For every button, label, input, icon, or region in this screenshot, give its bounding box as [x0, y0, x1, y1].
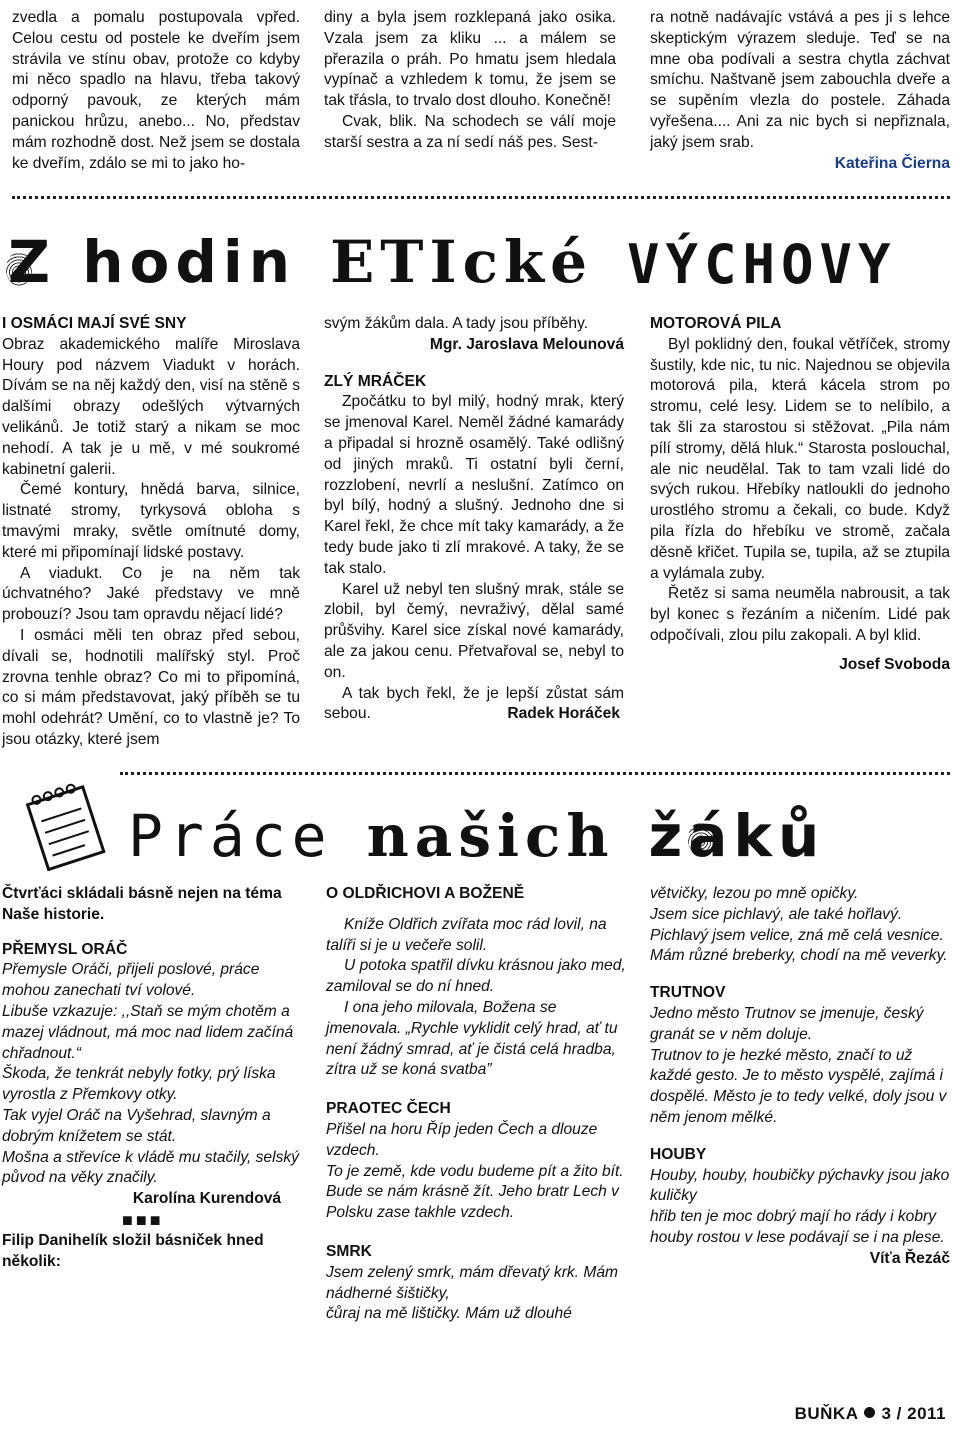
poem-verse: čůraj na mě lištičky. Mám už dlouhé	[326, 1305, 572, 1323]
magazine-name: BUŇKA	[794, 1404, 859, 1423]
section2-col-3	[650, 884, 950, 1270]
banner-word: ETIcké	[330, 228, 593, 296]
article-title: ZLÝ MRÁČEK	[324, 372, 427, 390]
section2-col-1	[2, 884, 302, 1272]
section2-col-2	[326, 884, 626, 1325]
story-text: ra notně nadávajíc vstává a pes ji s lehce skeptickým výrazem sleduje. Teď se na mne oba podívali a sestra chytla záchvat smíchu. Naštvaně jsem zabouchla dveře a se supěním vlezla do postele. Záhada vyřešena.... Ani za nic bych si nepřiznala, jaký jsem srab.	[650, 9, 950, 151]
article-text: Karel už nebyl ten slušný mrak, stále se zlobil, byl čemý, nevraživý, dělal samé průšvihy. Karel sice získal nové kamarády, ale za jakou cenu. Přetvařoval se, nebyl to on.	[324, 580, 624, 681]
section1-col-2	[324, 314, 624, 725]
poem-signature: Víťa Řezáč	[869, 1249, 950, 1267]
article-text: Čemé kontury, hnědá barva, silnice, listnaté stromy, tyrkysová obloha s tmavými mraky, světle omítnuté domy, které mi připomínají lidské postavy.	[2, 481, 300, 561]
article-text: Byl poklidný den, foukal větříček, stromy šustily, kde nic, tu nic. Najednou se objevila motorová pila, která kácela strom po stromu, celé lesy. Lidem se to nelíbilo, a tak šli za starostou si stěžovat. „Pila nám pílí stromy, dělá hluk.“ Starosta poslouchal, ale nic neudělal. Tak to tam vzali lidé do svých rukou. Hřebíky natloukli do jednoho urostlého stromu a čekali, co bude. Když pila řízla do hřebíku ve stromě, začala děsně křičet. Tupila se, tupila, až se ztupila a vylámala zuby.	[650, 335, 950, 582]
outro-text: Filip Danihelík složil básniček hned několik:	[2, 1231, 264, 1270]
banner-word: žáků	[648, 802, 826, 870]
article-title: I OSMÁCI MAJÍ SVÉ SNY	[2, 315, 187, 332]
poem-verse: Tak vyjel Oráč na Vyšehrad, slavným a dobrým knížetem se stát.	[2, 1106, 271, 1145]
article-signature: Mgr. Jaroslava Melounová	[429, 335, 624, 353]
poem-verse: hřib ten je moc dobrý mají ho rády i kobry	[650, 1208, 937, 1226]
article-text: I osmáci měli ten obraz před sebou, dívali se, hodnotili malířský styl. Proč zrovna tenhle obraz? Co mi to připomíná, co si mám představovat, jaký příběh se tu mohl odehrát? Umění, co to vlastně je? To jsou otázky, které jsem	[2, 626, 300, 748]
poem-verse: Mošna a střevíce k vládě mu stačily, selský původ na věky značily.	[2, 1148, 299, 1187]
story-col-2	[324, 8, 616, 154]
article-text: Obraz akademického malíře Miroslava Houry pod názvem Viadukt v horách. Dívám se na něj každý den, visí na stěně s dalšími obrazy odešlých výtvarných velikánů. Je totiž starý a nikam se moc nehodí. A tak je u mě, v mé soukromé kabinetní galerii.	[2, 335, 300, 478]
section1-col-1	[2, 314, 300, 751]
poem-verse: houby rostou v lese podávají se i na plese.	[650, 1228, 945, 1246]
divider-middle	[120, 772, 950, 775]
article-signature: Josef Svoboda	[839, 655, 950, 673]
poem-verse: Trutnov to je hezké město, značí to už každé gesto. Je to město vyspělé, zajímá i dospělé. Město je to tedy velké, doly jsou v něm jenom mělké.	[650, 1046, 947, 1126]
article-title: MOTOROVÁ PILA	[650, 315, 782, 332]
banner-word: VÝCHOVY	[626, 233, 897, 296]
poem-verse: I ona jeho milovala, Božena se jmenovala. „Rychle vyklidit celý hrad, ať tu není žádný smrad, ať je čistá celá hradba, zítra už se koná svatba”	[326, 998, 618, 1079]
poem-verse: Jsem zelený smrk, mám dřevatý krk. Mám nádherné šištičky,	[326, 1263, 618, 1302]
poem-title: SMRK	[326, 1242, 372, 1260]
poem-title: PRAOTEC ČECH	[326, 1100, 451, 1118]
poem-verse: Libuše vzkazuje: ,,Staň se mým chotěm a mazej vládnout, má moc nad lidem začíná chřadnout.“	[2, 1002, 294, 1062]
article-text: A tak bych řekl, že je lepší zůstat sám sebou. Radek Horáček	[324, 684, 624, 726]
article-text: Řetěz si sama neuměla nabrousit, a tak byl konec s řezáním a ničením. Lidé pak odpočívali, zlou pilu zakopali. A byl klid.	[650, 585, 950, 644]
poem-title: HOUBY	[650, 1145, 707, 1163]
section1-col-3	[650, 314, 950, 676]
poem-verse: Houby, houby, houbičky pýchavky jsou jako kuličky	[650, 1166, 950, 1205]
banner-student-works	[128, 790, 859, 870]
article-text: Zpočátku to byl milý, hodný mrak, který se jmenoval Karel. Neměl žádné kamarády a připadal si hrozně osamělý. Také odlišný od jiných mraků. Ti ostatní byli černí, rozzlobení, nevrlí a neslušní. Zatímco on byl bílý, hodný a slušný. Jednoho dne si Karel řekl, že chce mít taky kamarády, a že tedy bude jako ti zlí mrakové. A taky, že se tak stalo.	[324, 393, 624, 577]
poem-title: O OLDŘICHOVI A BOŽENĚ	[326, 885, 525, 902]
article-signature: Radek Horáček	[507, 705, 620, 723]
banner-word: Z hodin	[8, 228, 297, 296]
banner-word: Práce	[128, 802, 333, 870]
poem-title: PŘEMYSL ORÁČ	[2, 940, 128, 958]
poem-verse: Jedno město Trutnov se jmenuje, český granát se v něm doluje.	[650, 1004, 924, 1043]
poem-verse: větvičky, lezou po mně opičky.	[650, 885, 859, 902]
poem-verse: To je země, kde vodu budeme pít a žito bít. Bude se nám krásně žít. Jeho bratr Lech v Polsku zase takhle vzdech.	[326, 1162, 624, 1222]
article-text: svým žákům dala. A tady jsou příběhy.	[324, 315, 589, 332]
poem-verse: Pichlavý jsem velice, zná mě celá vesnice. Mám různé breberky, chodí na mě veverky.	[650, 926, 948, 965]
story-author: Kateřina Čierna	[834, 154, 950, 172]
poem-verse: Přišel na horu Říp jeden Čech a dlouze vzdech.	[326, 1120, 598, 1159]
article-text: A viadukt. Co je na něm tak úchvatného? Jaké představy ve mně probouzí? Jsou tam opravdu nějací lidé?	[2, 564, 300, 624]
story-col-3	[650, 8, 950, 174]
divider-top	[12, 196, 950, 199]
poem-verse: Kníže Oldřich zvířata moc rád lovil, na talíři si je u večeře solil.	[326, 915, 607, 954]
poem-verse: Škoda, že tenkrát nebyly fotky, prý líska vyrostla z Přemkovy otky.	[2, 1065, 276, 1104]
banner-word: našich	[366, 802, 615, 870]
banner-ethics	[8, 214, 931, 296]
intro-text: Čtvrťáci skládali básně nejen na téma Naše historie.	[2, 885, 282, 923]
poem-verse: Jsem sice pichlavý, ale také hořlavý.	[650, 905, 903, 923]
poem-verse: U potoka spatřil dívku krásnou jako med, zamiloval se do ní hned.	[326, 957, 626, 996]
story-text: diny a byla jsem rozklepaná jako osika. Vzala jsem za kliku ... a málem se přerazila o práh. Po hmatu jsem hledala vypínač a vzhledem k tomu, že jsem se tak třásla, to trvalo dost dlouho. Konečně!	[324, 9, 616, 110]
story-text: Cvak, blik. Na schodech se válí moje starší sestra a za ní sedí náš pes. Sest-	[324, 112, 616, 151]
issue-number: 3 / 2011	[881, 1404, 946, 1423]
page-footer	[795, 1404, 946, 1424]
story-text: zvedla a pomalu postupovala vpřed. Celou cestu od postele ke dveřím jsem strávila ve stínu obav, protože co kdyby mi něco spadlo na hlavu, třeba takový odporný pavouk, ze kterých mám panickou hrůzu, anebo... No, představ mám rozhodně dost. Než jsem se dostala ke dveřím, zdálo se mi to jako ho-	[12, 9, 300, 172]
story-col-1	[12, 8, 300, 174]
bullet-icon	[864, 1407, 875, 1418]
poem-signature: Karolína Kurendová	[132, 1190, 282, 1208]
notepad-icon	[18, 778, 114, 874]
poem-verse: Přemysle Oráči, přijeli poslové, práce mohou zanechati tví volové.	[2, 961, 260, 1000]
separator-squares: ■■■	[122, 1209, 164, 1230]
poem-title: TRUTNOV	[650, 984, 726, 1002]
